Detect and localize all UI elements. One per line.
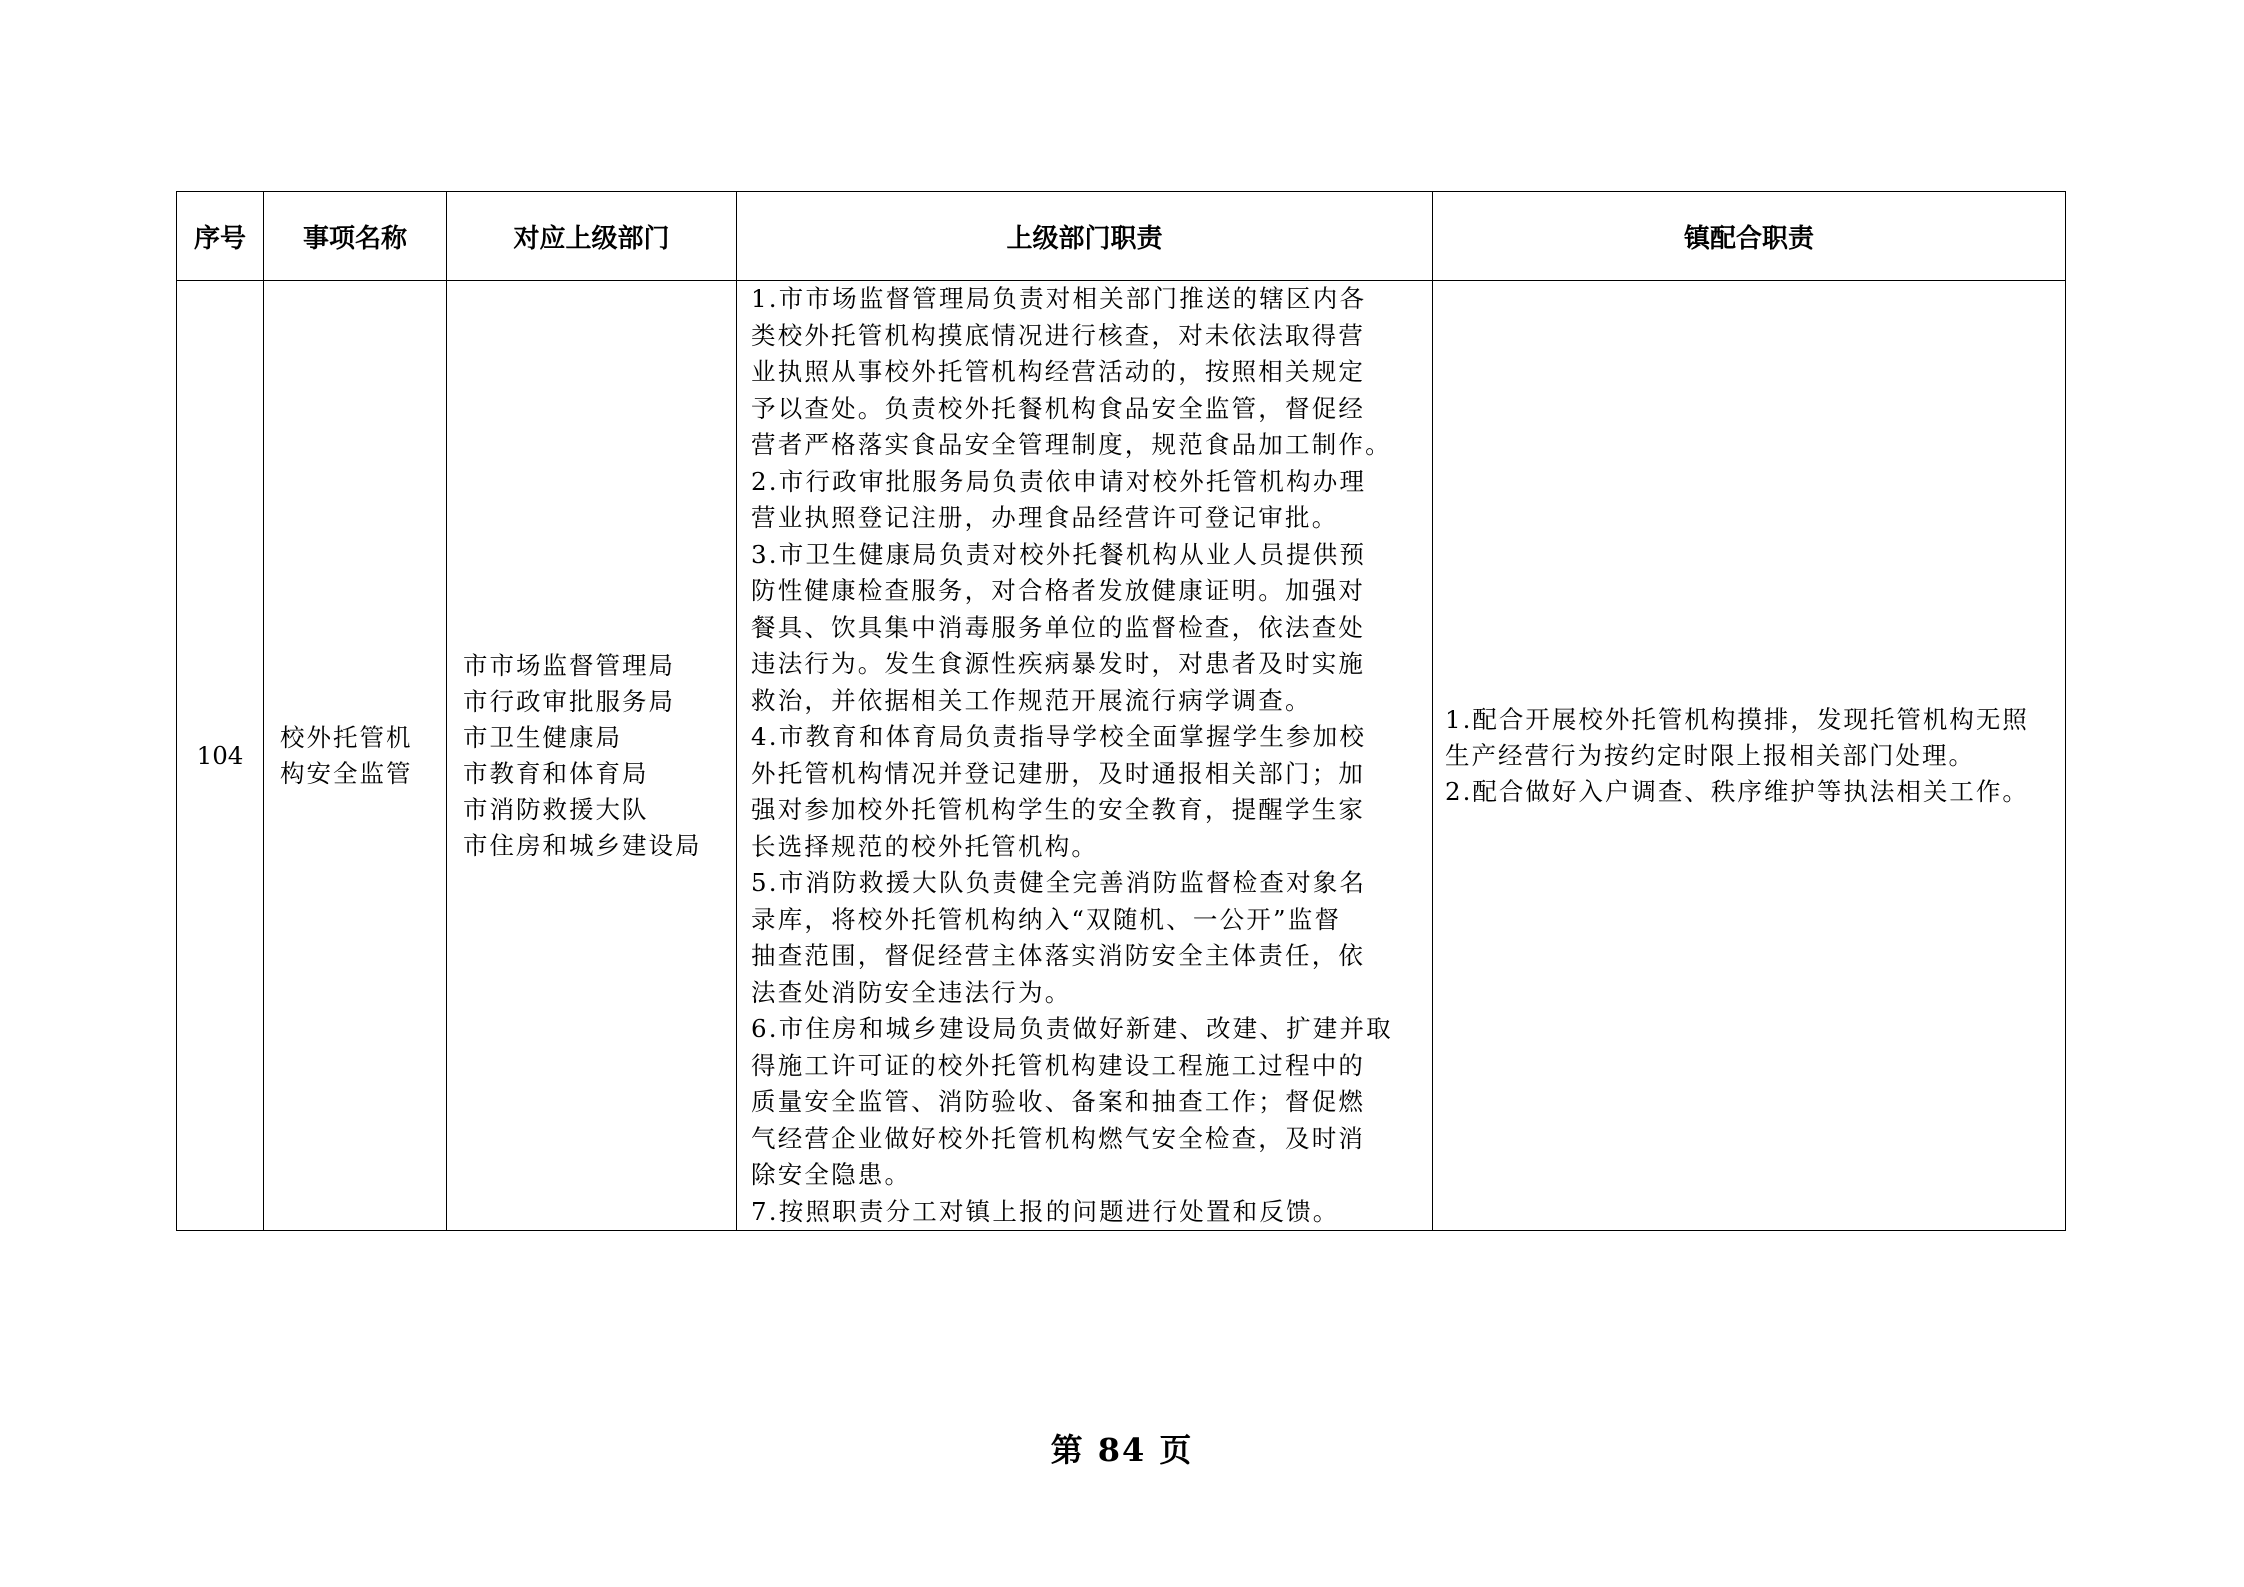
higher-duty-line: 7.按照职责分工对镇上报的问题进行处置和反馈。 bbox=[751, 1196, 1340, 1226]
department-item: 市消防救援大队 bbox=[463, 794, 649, 824]
higher-duty-line: 救治，并依据相关工作规范开展流行病学调查。 bbox=[751, 685, 1312, 715]
header-departments: 对应上级部门 bbox=[447, 192, 737, 281]
department-item: 市市场监督管理局 bbox=[463, 650, 675, 680]
town-duty-line: 1.配合开展校外托管机构摸排，发现托管机构无照 bbox=[1445, 704, 2029, 734]
page-number: 第 84 页 bbox=[1050, 1431, 1194, 1469]
higher-duty-line: 营业执照登记注册，办理食品经营许可登记审批。 bbox=[751, 503, 1339, 532]
table-row bbox=[177, 281, 2066, 1231]
item-name-line: 校外托管机 bbox=[280, 722, 413, 752]
table-header-row bbox=[177, 192, 2066, 281]
item-name-line: 构安全监管 bbox=[280, 758, 413, 788]
higher-duties-cell bbox=[737, 281, 1433, 1231]
higher-duty-line: 违法行为。发生食源性疾病暴发时，对患者及时实施 bbox=[751, 649, 1366, 678]
town-duty-line: 2.配合做好入户调查、秩序维护等执法相关工作。 bbox=[1445, 776, 2029, 806]
header-higher-duties: 上级部门职责 bbox=[737, 192, 1433, 281]
higher-duty-line: 4.市教育和体育局负责指导学校全面掌握学生参加校 bbox=[751, 722, 1367, 751]
row-index: 104 bbox=[196, 741, 244, 770]
department-item: 市行政审批服务局 bbox=[463, 686, 675, 716]
row-index-cell bbox=[177, 281, 264, 1231]
higher-duty-line: 外托管机构情况并登记建册，及时通报相关部门；加 bbox=[751, 758, 1366, 788]
department-item: 市卫生健康局 bbox=[463, 722, 622, 752]
higher-duty-line: 抽查范围，督促经营主体落实消防安全主体责任，依 bbox=[751, 941, 1366, 970]
higher-duty-line: 类校外托管机构摸底情况进行核查，对未依法取得营 bbox=[751, 320, 1366, 350]
higher-duty-line: 业执照从事校外托管机构经营活动的，按照相关规定 bbox=[751, 357, 1366, 386]
higher-duty-line: 2.市行政审批服务局负责依申请对校外托管机构办理 bbox=[751, 466, 1367, 496]
item-name-cell bbox=[264, 281, 447, 1231]
town-duties-cell bbox=[1433, 281, 2066, 1231]
higher-duty-line: 除安全隐患。 bbox=[751, 1160, 912, 1189]
header-town-duties: 镇配合职责 bbox=[1433, 192, 2066, 281]
higher-duty-line: 6.市住房和城乡建设局负责做好新建、改建、扩建并取 bbox=[751, 1014, 1393, 1043]
higher-duty-line: 营者严格落实食品安全管理制度，规范食品加工制作。 bbox=[751, 430, 1392, 459]
town-duty-line: 生产经营行为按约定时限上报相关部门处理。 bbox=[1445, 740, 1975, 770]
header-index: 序号 bbox=[177, 192, 264, 281]
departments-cell bbox=[447, 281, 737, 1231]
higher-duty-line: 餐具、饮具集中消毒服务单位的监督检查，依法查处 bbox=[751, 612, 1366, 642]
higher-duty-line: 得施工许可证的校外托管机构建设工程施工过程中的 bbox=[751, 1050, 1366, 1080]
higher-duty-line: 1.市市场监督管理局负责对相关部门推送的辖区内各 bbox=[751, 284, 1367, 313]
higher-duty-line: 长选择规范的校外托管机构。 bbox=[751, 831, 1099, 861]
department-item: 市住房和城乡建设局 bbox=[463, 830, 702, 860]
higher-duty-line: 法查处消防安全违法行为。 bbox=[751, 977, 1072, 1007]
higher-duty-line: 5.市消防救援大队负责健全完善消防监督检查对象名 bbox=[751, 868, 1367, 897]
higher-duty-line: 防性健康检查服务，对合格者发放健康证明。加强对 bbox=[751, 576, 1366, 605]
higher-duty-line: 气经营企业做好校外托管机构燃气安全检查，及时消 bbox=[751, 1123, 1366, 1153]
higher-duty-line: 质量安全监管、消防验收、备案和抽查工作；督促燃 bbox=[751, 1087, 1366, 1116]
department-item: 市教育和体育局 bbox=[463, 758, 649, 788]
higher-duty-line: 予以查处。负责校外托餐机构食品安全监管，督促经 bbox=[751, 393, 1366, 423]
higher-duty-line: 强对参加校外托管机构学生的安全教育，提醒学生家 bbox=[751, 795, 1366, 824]
duty-table bbox=[176, 191, 2066, 1231]
header-item-name: 事项名称 bbox=[264, 192, 447, 281]
higher-duty-line: 3.市卫生健康局负责对校外托餐机构从业人员提供预 bbox=[751, 539, 1367, 569]
higher-duty-line: 录库，将校外托管机构纳入“双随机、一公开”监督 bbox=[751, 904, 1342, 934]
